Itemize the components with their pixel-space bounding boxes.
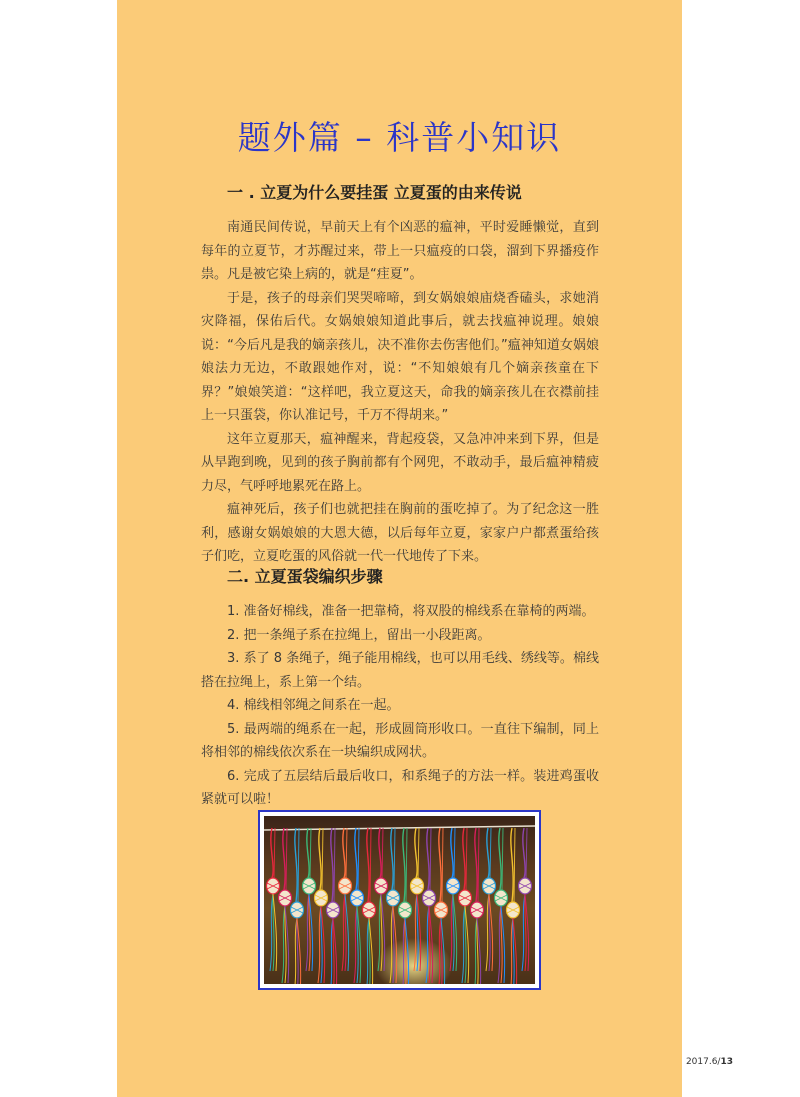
page-number: 13 — [720, 1057, 733, 1067]
photo-frame — [258, 810, 541, 990]
section1-paragraph: 南通民间传说，早前天上有个凶恶的瘟神，平时爱睡懒觉，直到每年的立夏节，才苏醒过来，带上一只瘟疫的口袋，溜到下界播疫作祟。凡是被它染上病的，就是“疰夏”。 — [201, 220, 599, 282]
section2-heading: 二. 立夏蛋袋编织步骤 — [227, 567, 383, 586]
step-item: 1. 准备好棉线，准备一把靠椅，将双股的棉线系在靠椅的两端。 — [227, 604, 595, 619]
step-item: 5. 最两端的绳系在一起，形成圆筒形收口。一直往下编制，同上将相邻的棉线依次系在一块编织成网状。 — [201, 721, 599, 760]
section1-paragraph: 这年立夏那天，瘟神醒来，背起疫袋，又急冲冲来到下界，但是从早跑到晚，见到的孩子胸前都有个网兜，不敢动手，最后瘟神精疲力尽，气呼呼地累死在路上。 — [201, 431, 599, 494]
section1-heading: 一 . 立夏为什么要挂蛋 立夏蛋的由来传说 — [227, 183, 522, 202]
page-panel — [117, 0, 682, 1097]
step-item: 3. 系了 8 条绳子，绳子能用棉线，也可以用毛线、绣线等。棉线搭在拉绳上，系上第一个结。 — [201, 651, 599, 690]
step-item: 6. 完成了五层结后最后收口，和系绳子的方法一样。装进鸡蛋收紧就可以啦！ — [201, 768, 599, 807]
egg-nets-illustration — [264, 816, 535, 984]
issue-date: 2017.6/ — [685, 1057, 721, 1067]
step-item: 2. 把一条绳子系在拉绳上，留出一小段距离。 — [227, 627, 491, 643]
section1-paragraph: 于是，孩子的母亲们哭哭啼啼，到女娲娘娘庙烧香磕头，求她消灾降福，保佑后代。女娲娘娘知道此事后，就去找瘟神说理。娘娘说：“今后凡是我的嫡亲孩儿，决不准你去伤害他们。”瘟神知道女娲娘娘法力无边，不敢跟她作对，说：“不知娘娘有几个嫡亲孩童在下界？”娘娘笑道：“这样吧，我立夏这天，命我的嫡亲孩儿在衣襟前挂上一只蛋袋，你认准记号，千万不得胡来。” — [201, 290, 599, 423]
section1-body — [201, 216, 599, 569]
page-title: 题外篇 – 科普小知识 — [237, 118, 562, 157]
section1-paragraph: 瘟神死后，孩子们也就把挂在胸前的蛋吃掉了。为了纪念这一胜利，感谢女娲娘娘的大恩大德，以后每年立夏，家家户户都煮蛋给孩子们吃，立夏吃蛋的风俗就一代一代地传了下来。 — [201, 502, 599, 564]
step-item: 4. 棉线相邻绳之间系在一起。 — [227, 698, 400, 713]
section2-body — [201, 600, 599, 812]
hanging-egg-nets-photo — [264, 816, 535, 984]
page-footer — [686, 1057, 733, 1067]
